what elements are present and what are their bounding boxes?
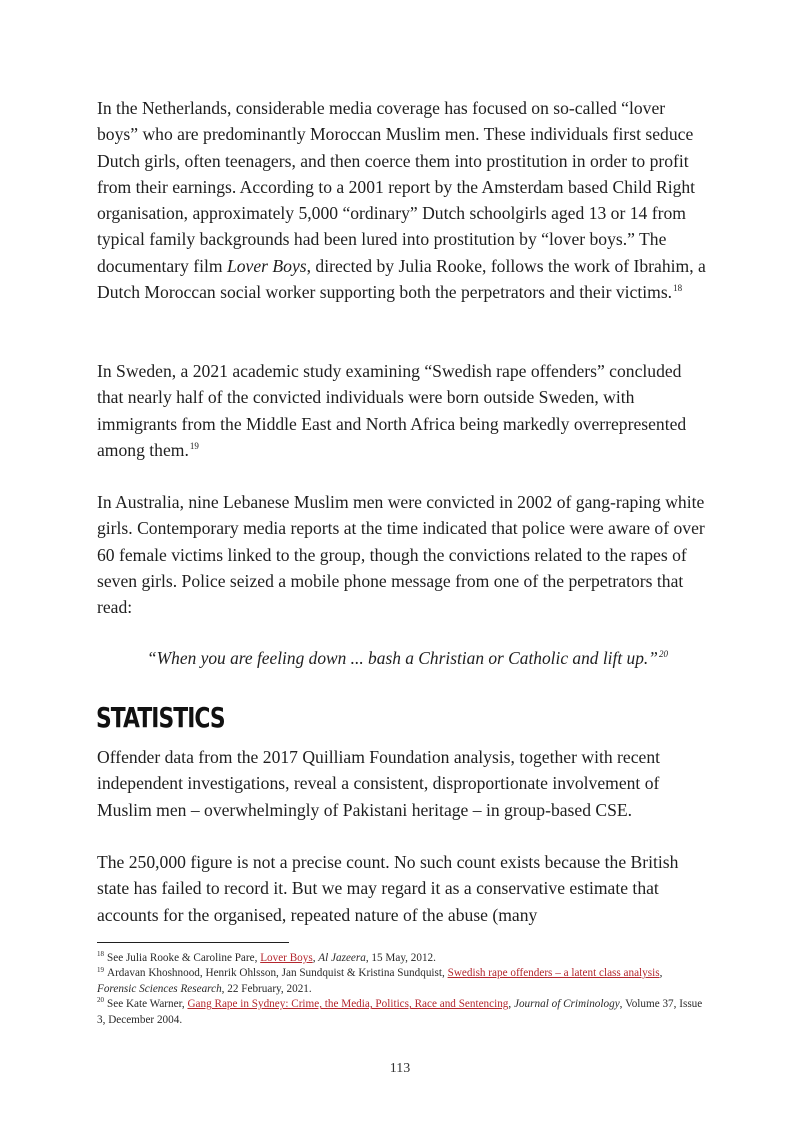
footnote-ref-20[interactable]: 20 [658, 649, 668, 660]
footnote-link[interactable]: Lover Boys [260, 952, 313, 964]
footnote-text: See Kate Warner, [107, 998, 188, 1011]
footnote-ref-19[interactable]: 19 [189, 441, 199, 452]
footnote-number: 19 [97, 965, 104, 974]
page-number: 113 [389, 1061, 411, 1076]
footnote-date: , 22 February, 2021. [221, 982, 312, 995]
footnote-number: 18 [97, 950, 104, 959]
netherlands-text-end: , directed by Julia Rooke, follows the work of Ibrahim, a Dutch Moroccan social worker supporting both the perpetrators and their victims. [97, 255, 706, 303]
footnote-number: 20 [97, 996, 104, 1005]
quote-text: “When you are feeling down ... bash a Christian or Catholic and lift up.” [147, 648, 658, 668]
footnotes [97, 951, 703, 1028]
section-heading: STATISTICS [96, 701, 225, 734]
footnote-publication: Forensic Sciences Research [97, 982, 222, 995]
footnote-publication: Journal of Criminology [514, 998, 620, 1011]
paragraph-australia [97, 489, 707, 620]
footnote-date: , 15 May, 2012. [365, 952, 436, 964]
paragraph-sweden [97, 358, 707, 463]
australia-text: In Australia, nine Lebanese Muslim men were convicted in 2002 of gang-raping white girls. Contemporary media reports at the time indicated that police were aware of over 60 female victims linked to the group, though the convictions related to the rapes of seven girls. Police seized a mobile phone message from one of the perpetrators that read: [97, 492, 705, 618]
footnote-link[interactable]: Swedish rape offenders – a latent class analysis [447, 967, 660, 980]
netherlands-text-start: In the Netherlands, considerable media coverage has focused on so-called “lover boys” who are predominantly Moroccan Muslim men. These individuals first seduce Dutch girls, often teenagers, and then coerce them into prostitution in order to profit from their earnings. According to a 2001 report by the Amsterdam based Child Right organisation, approximately 5,000 “ordinary” Dutch schoolgirls aged 13 or 14 from typical family backgrounds had been lured into prostitution by “lover boys.” The documentary film [97, 98, 696, 276]
footnote-18 [97, 951, 703, 966]
footnote-ref-18[interactable]: 18 [673, 283, 683, 294]
footnote-separator: , [312, 952, 319, 964]
paragraph-netherlands [97, 95, 707, 305]
paragraph-statistics-2: The 250,000 figure is not a precise count. No such count exists because the British state has failed to record it. But we may regard it as a conservative estimate that accounts for the organised, repeated nature of the abuse (many [97, 852, 679, 925]
sweden-text: In Sweden, a 2021 academic study examining “Swedish rape offenders” concluded that nearly half of the convicted individuals were born outside Sweden, with immigrants from the Middle East and North Africa being markedly overrepresented among them. [97, 361, 687, 460]
paragraph-statistics-1: Offender data from the 2017 Quilliam Foundation analysis, together with recent independent investigations, reveal a consistent, disproportionate involvement of Muslim men – overwhelmingly of Pakistani heritage – in group-based CSE. [97, 747, 661, 820]
footnote-20 [97, 997, 703, 1028]
footnote-link[interactable]: Gang Rape in Sydney: Crime, the Media, Politics, Race and Sentencing [187, 998, 509, 1011]
footnote-divider [97, 942, 289, 943]
footnote-date: , Volume 37, Issue 3, December 2004. [97, 998, 703, 1026]
footnote-separator: , [508, 998, 514, 1011]
footnote-19 [97, 966, 703, 997]
footnote-publication: Al Jazeera [318, 952, 366, 964]
footnote-text: See Julia Rooke & Caroline Pare, [107, 952, 261, 964]
block-quote [147, 645, 707, 671]
footnote-separator: , [659, 967, 663, 980]
film-title: Lover Boys [226, 255, 307, 276]
footnote-text: Ardavan Khoshnood, Henrik Ohlsson, Jan Sundquist & Kristina Sundquist, [107, 967, 448, 980]
